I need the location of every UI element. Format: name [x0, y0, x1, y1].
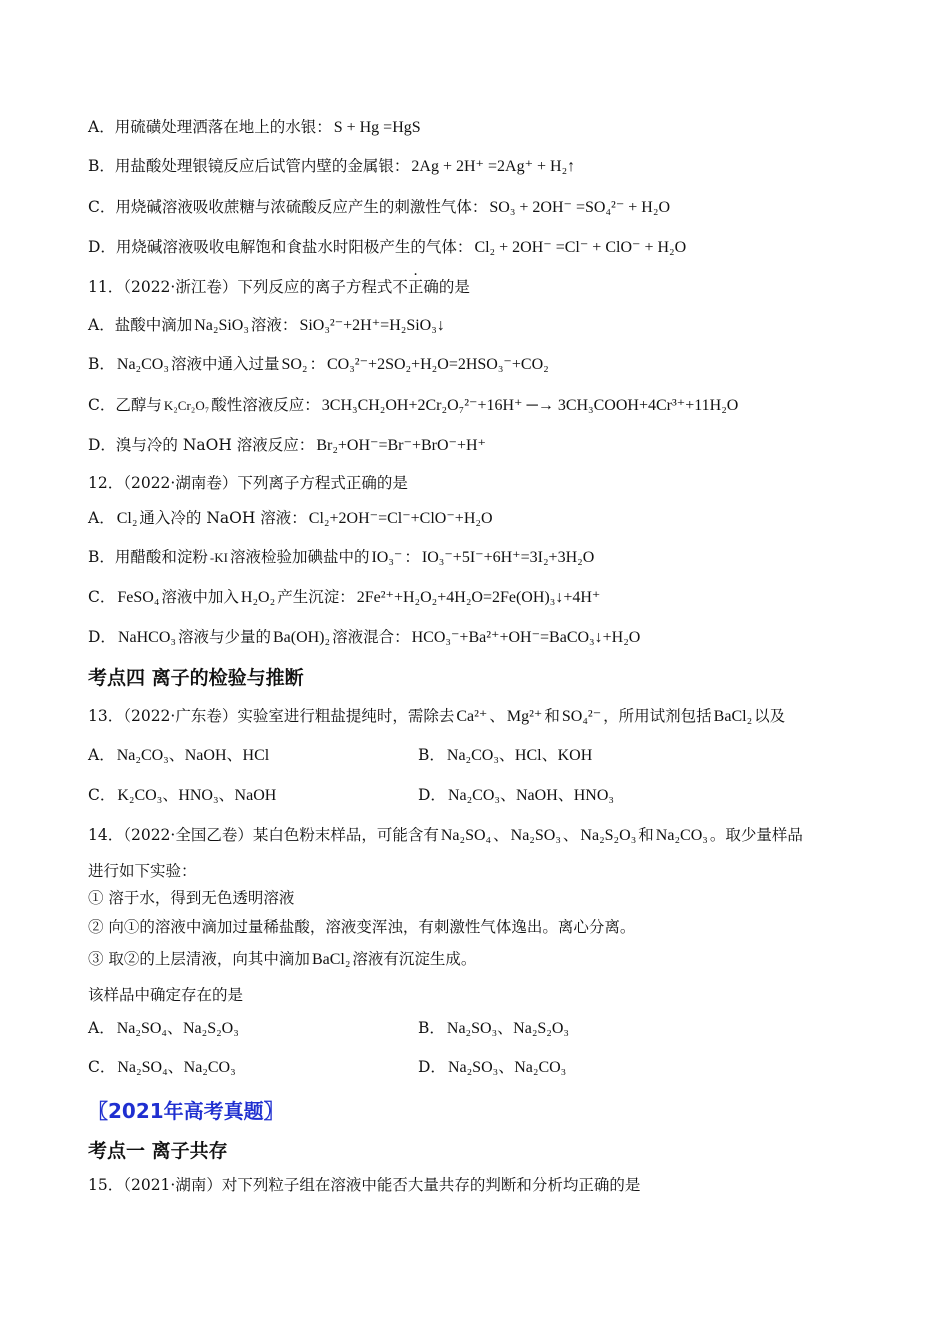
q12-option-c: C． FeSO₄ 溶液中加入 H₂O₂ 产生沉淀： 2Fe²⁺+H₂O₂+4H₂O=2Fe(OH)₃↓+4H⁺ — [88, 588, 601, 606]
equation: CO₃²⁻+2SO₂+H₂O=2HSO₃⁻+CO₂ — [327, 356, 549, 373]
option-formula: K₂CO₃、HNO₃、NaOH — [117, 787, 277, 804]
equation: 2Fe²⁺+H₂O₂+4H₂O=2Fe(OH)₃↓+4H⁺ — [356, 589, 601, 606]
year-heading: 〖2021年高考真题〗 — [88, 1099, 284, 1123]
q12-option-b: B．用醋酸和淀粉 -KI 溶液检验加碘盐中的 IO₃⁻ ： IO₃⁻+5I⁻+6H⁺=3I₂+3H₂O — [88, 548, 595, 566]
reagent-formula: Na₂CO₃ — [116, 356, 169, 373]
q14-option-c — [88, 1056, 238, 1079]
option-text: C．用烧碱溶液吸收蔗糖与浓硫酸反应产生的刺激性气体： — [88, 198, 488, 216]
section-heading: 考点一 离子共存 — [88, 1140, 228, 1162]
option-text: 溶液混合： — [332, 628, 410, 646]
option-text: 溶液检验加碘盐中的 — [229, 548, 370, 566]
q13-option-c — [88, 784, 278, 807]
q14-step-1: ① 溶于水，得到无色透明溶液 — [88, 889, 295, 907]
conjunction: 和 — [544, 707, 560, 725]
section-heading: 考点四 离子的检验与推断 — [88, 667, 304, 689]
reagent-formula: BaCl₂ — [713, 708, 753, 725]
option-letter: D． — [418, 786, 446, 804]
q11-option-b: B． Na₂CO₃ 溶液中通入过量 SO₂ ： CO₃²⁻+2SO₂+H₂O=2HSO₃⁻+CO₂ — [88, 355, 549, 373]
reagent-formula: -KI — [209, 550, 228, 565]
option-formula: Na₂SO₄、Na₂S₂O₃ — [116, 1020, 239, 1037]
reagent-formula: FeSO₄ — [117, 589, 160, 606]
q10-option-a — [88, 116, 423, 139]
option-text: 通入冷的 NaOH 溶液： — [139, 509, 307, 527]
ion-formula: SO₄²⁻ — [561, 708, 602, 725]
q14-option-d — [418, 1056, 568, 1079]
reagent-formula: K₂Cr₂O₇ — [163, 398, 210, 413]
option-text: 酸性溶液反应： — [211, 396, 320, 414]
reagent-formula: Ba(OH)₂ — [272, 629, 331, 646]
q14-stem — [88, 824, 803, 847]
option-text: 溶液与少量的 — [177, 628, 271, 646]
option-formula: Na₂SO₃、Na₂CO₃ — [447, 1059, 567, 1076]
option-formula: Na₂SO₃、Na₂S₂O₃ — [446, 1020, 570, 1037]
equation: 3CH₃CH₂OH+2Cr₂O₇²⁻+16H⁺ ─→ 3CH₃COOH+4Cr³⁺+11H₂O — [321, 397, 739, 414]
option-letter: D． — [418, 1058, 446, 1076]
compound-formula: Na₂S₂O₃ — [580, 827, 637, 844]
emphasis-text: 不正确 — [392, 278, 439, 296]
option-letter: B． — [418, 746, 445, 764]
step-text: ③ 取②的上层清液，向其中滴加 — [88, 950, 310, 968]
option-text: A．盐酸中滴加 — [88, 316, 193, 334]
q12-stem: 12．（2022·湖南卷）下列离子方程式正确的是 — [88, 474, 408, 492]
stem-text: 以及 — [754, 707, 786, 725]
option-text: D．用烧碱溶液吸收电解饱和食盐水时阳极产生的气体： — [88, 238, 473, 256]
separator: 、 — [562, 826, 579, 844]
equation: SiO₃²⁻+2H⁺=H₂SiO₃↓ — [299, 317, 445, 334]
option-letter: A． — [88, 1019, 115, 1037]
stem-text: 。取少量样品 — [709, 826, 803, 844]
equation: Cl₂+2OH⁻=Cl⁻+ClO⁻+H₂O — [308, 510, 493, 527]
q12-option-d: D． NaHCO₃ 溶液与少量的 Ba(OH)₂ 溶液混合： HCO₃⁻+Ba²⁺+OH⁻=BaCO₃↓+H₂O — [88, 628, 641, 646]
option-text: B．用醋酸和淀粉 — [88, 548, 208, 566]
q10-option-b — [88, 155, 577, 178]
equation: IO₃⁻+5I⁻+6H⁺=3I₂+3H₂O — [421, 549, 595, 566]
q12-option-a: A． Cl₂ 通入冷的 NaOH 溶液： Cl₂+2OH⁻=Cl⁻+ClO⁻+H₂O — [88, 509, 493, 527]
stem-text: 14．（2022·全国乙卷）某白色粉末样品，可能含有 — [88, 826, 439, 844]
reagent-formula: H₂O₂ — [240, 589, 276, 606]
equation: SO₃ + 2OH⁻ =SO₄²⁻ + H₂O — [489, 199, 670, 216]
q14-step-3 — [88, 948, 476, 971]
ion-formula: Mg²⁺ — [506, 708, 543, 725]
stem-text: 11．（2022·浙江卷）下列反应的离子方程式 — [88, 278, 393, 296]
q11-option-c — [88, 394, 740, 417]
reagent-formula: SO₂ — [281, 356, 308, 373]
option-text: C．乙醇与 — [88, 396, 162, 414]
compound-formula: Na₂SO₄ — [440, 827, 492, 844]
q10-option-d — [88, 236, 688, 259]
q10-option-c — [88, 196, 672, 219]
reagent-formula: Cl₂ — [116, 510, 138, 527]
q13-option-d — [418, 784, 616, 807]
option-formula: Na₂SO₄、Na₂CO₃ — [117, 1059, 236, 1076]
q11-option-a — [88, 314, 447, 337]
equation: HCO₃⁻+Ba²⁺+OH⁻=BaCO₃↓+H₂O — [411, 629, 641, 646]
q14-question: 该样品中确定存在的是 — [88, 986, 244, 1004]
option-text: 产生沉淀： — [277, 588, 355, 606]
conjunction: 和 — [638, 826, 654, 844]
q11-option-d — [88, 434, 488, 457]
option-letter: C． — [88, 1058, 116, 1076]
equation: S + Hg =HgS — [333, 119, 421, 136]
equation: Cl₂ + 2OH⁻ =Cl⁻ + ClO⁻ + H₂O — [474, 239, 687, 256]
option-text: A．用硫磺处理洒落在地上的水银： — [88, 118, 332, 136]
q13-option-b — [418, 744, 594, 767]
option-letter: A． — [88, 746, 115, 764]
step-text: 溶液有沉淀生成。 — [352, 950, 477, 968]
option-letter: B． — [418, 1019, 445, 1037]
stem-text: 的是 — [438, 278, 470, 296]
q14-stem-line2: 进行如下实验： — [88, 862, 197, 880]
option-text: D．溴与冷的 NaOH 溶液反应： — [88, 436, 315, 454]
q15-stem: 15．（2021·湖南）对下列粒子组在溶液中能否大量共存的判断和分析均正确的是 — [88, 1176, 641, 1194]
option-formula: Na₂CO₃、NaOH、HNO₃ — [447, 787, 614, 804]
compound-formula: Na₂CO₃ — [655, 827, 708, 844]
option-text: B．用盐酸处理银镜反应后试管内壁的金属银： — [88, 157, 410, 175]
reagent-formula: Na₂SiO₃ — [194, 317, 249, 334]
option-text: 溶液： — [250, 316, 298, 334]
option-formula: Na₂CO₃、HCl、KOH — [446, 747, 593, 764]
q13-stem: 13．（2022·广东卷）实验室进行粗盐提纯时，需除去 Ca²⁺ 、 Mg²⁺ 和 SO₄²⁻ ，所用试剂包括 BaCl₂ 以及 — [88, 707, 786, 725]
separator: 、 — [493, 826, 509, 844]
option-formula: Na₂CO₃、NaOH、HCl — [116, 747, 270, 764]
compound-formula: Na₂SO₃ — [510, 827, 561, 844]
equation: 2Ag + 2H⁺ =2Ag⁺ + H₂↑ — [411, 158, 576, 175]
q14-option-b — [418, 1017, 571, 1040]
stem-text: 13．（2022·广东卷）实验室进行粗盐提纯时，需除去 — [88, 707, 455, 725]
q14-option-a — [88, 1017, 241, 1040]
q11-stem — [88, 276, 470, 298]
equation: Br₂+OH⁻=Br⁻+BrO⁻+H⁺ — [316, 437, 486, 454]
option-text: 溶液中加入 — [161, 588, 239, 606]
stem-text: ，所用试剂包括 — [603, 707, 712, 725]
option-text: 溶液中通入过量 — [170, 355, 280, 373]
option-text: ： — [309, 355, 325, 373]
option-letter: C． — [88, 786, 116, 804]
ion-formula: Ca²⁺ — [456, 708, 488, 725]
reagent-formula: IO₃⁻ — [371, 549, 403, 566]
reagent-formula: BaCl₂ — [311, 951, 351, 968]
q13-option-a — [88, 744, 271, 767]
reagent-formula: NaHCO₃ — [117, 629, 176, 646]
q14-step-2: ② 向①的溶液中滴加过量稀盐酸，溶液变浑浊，有刺激性气体逸出。离心分离。 — [88, 918, 636, 936]
